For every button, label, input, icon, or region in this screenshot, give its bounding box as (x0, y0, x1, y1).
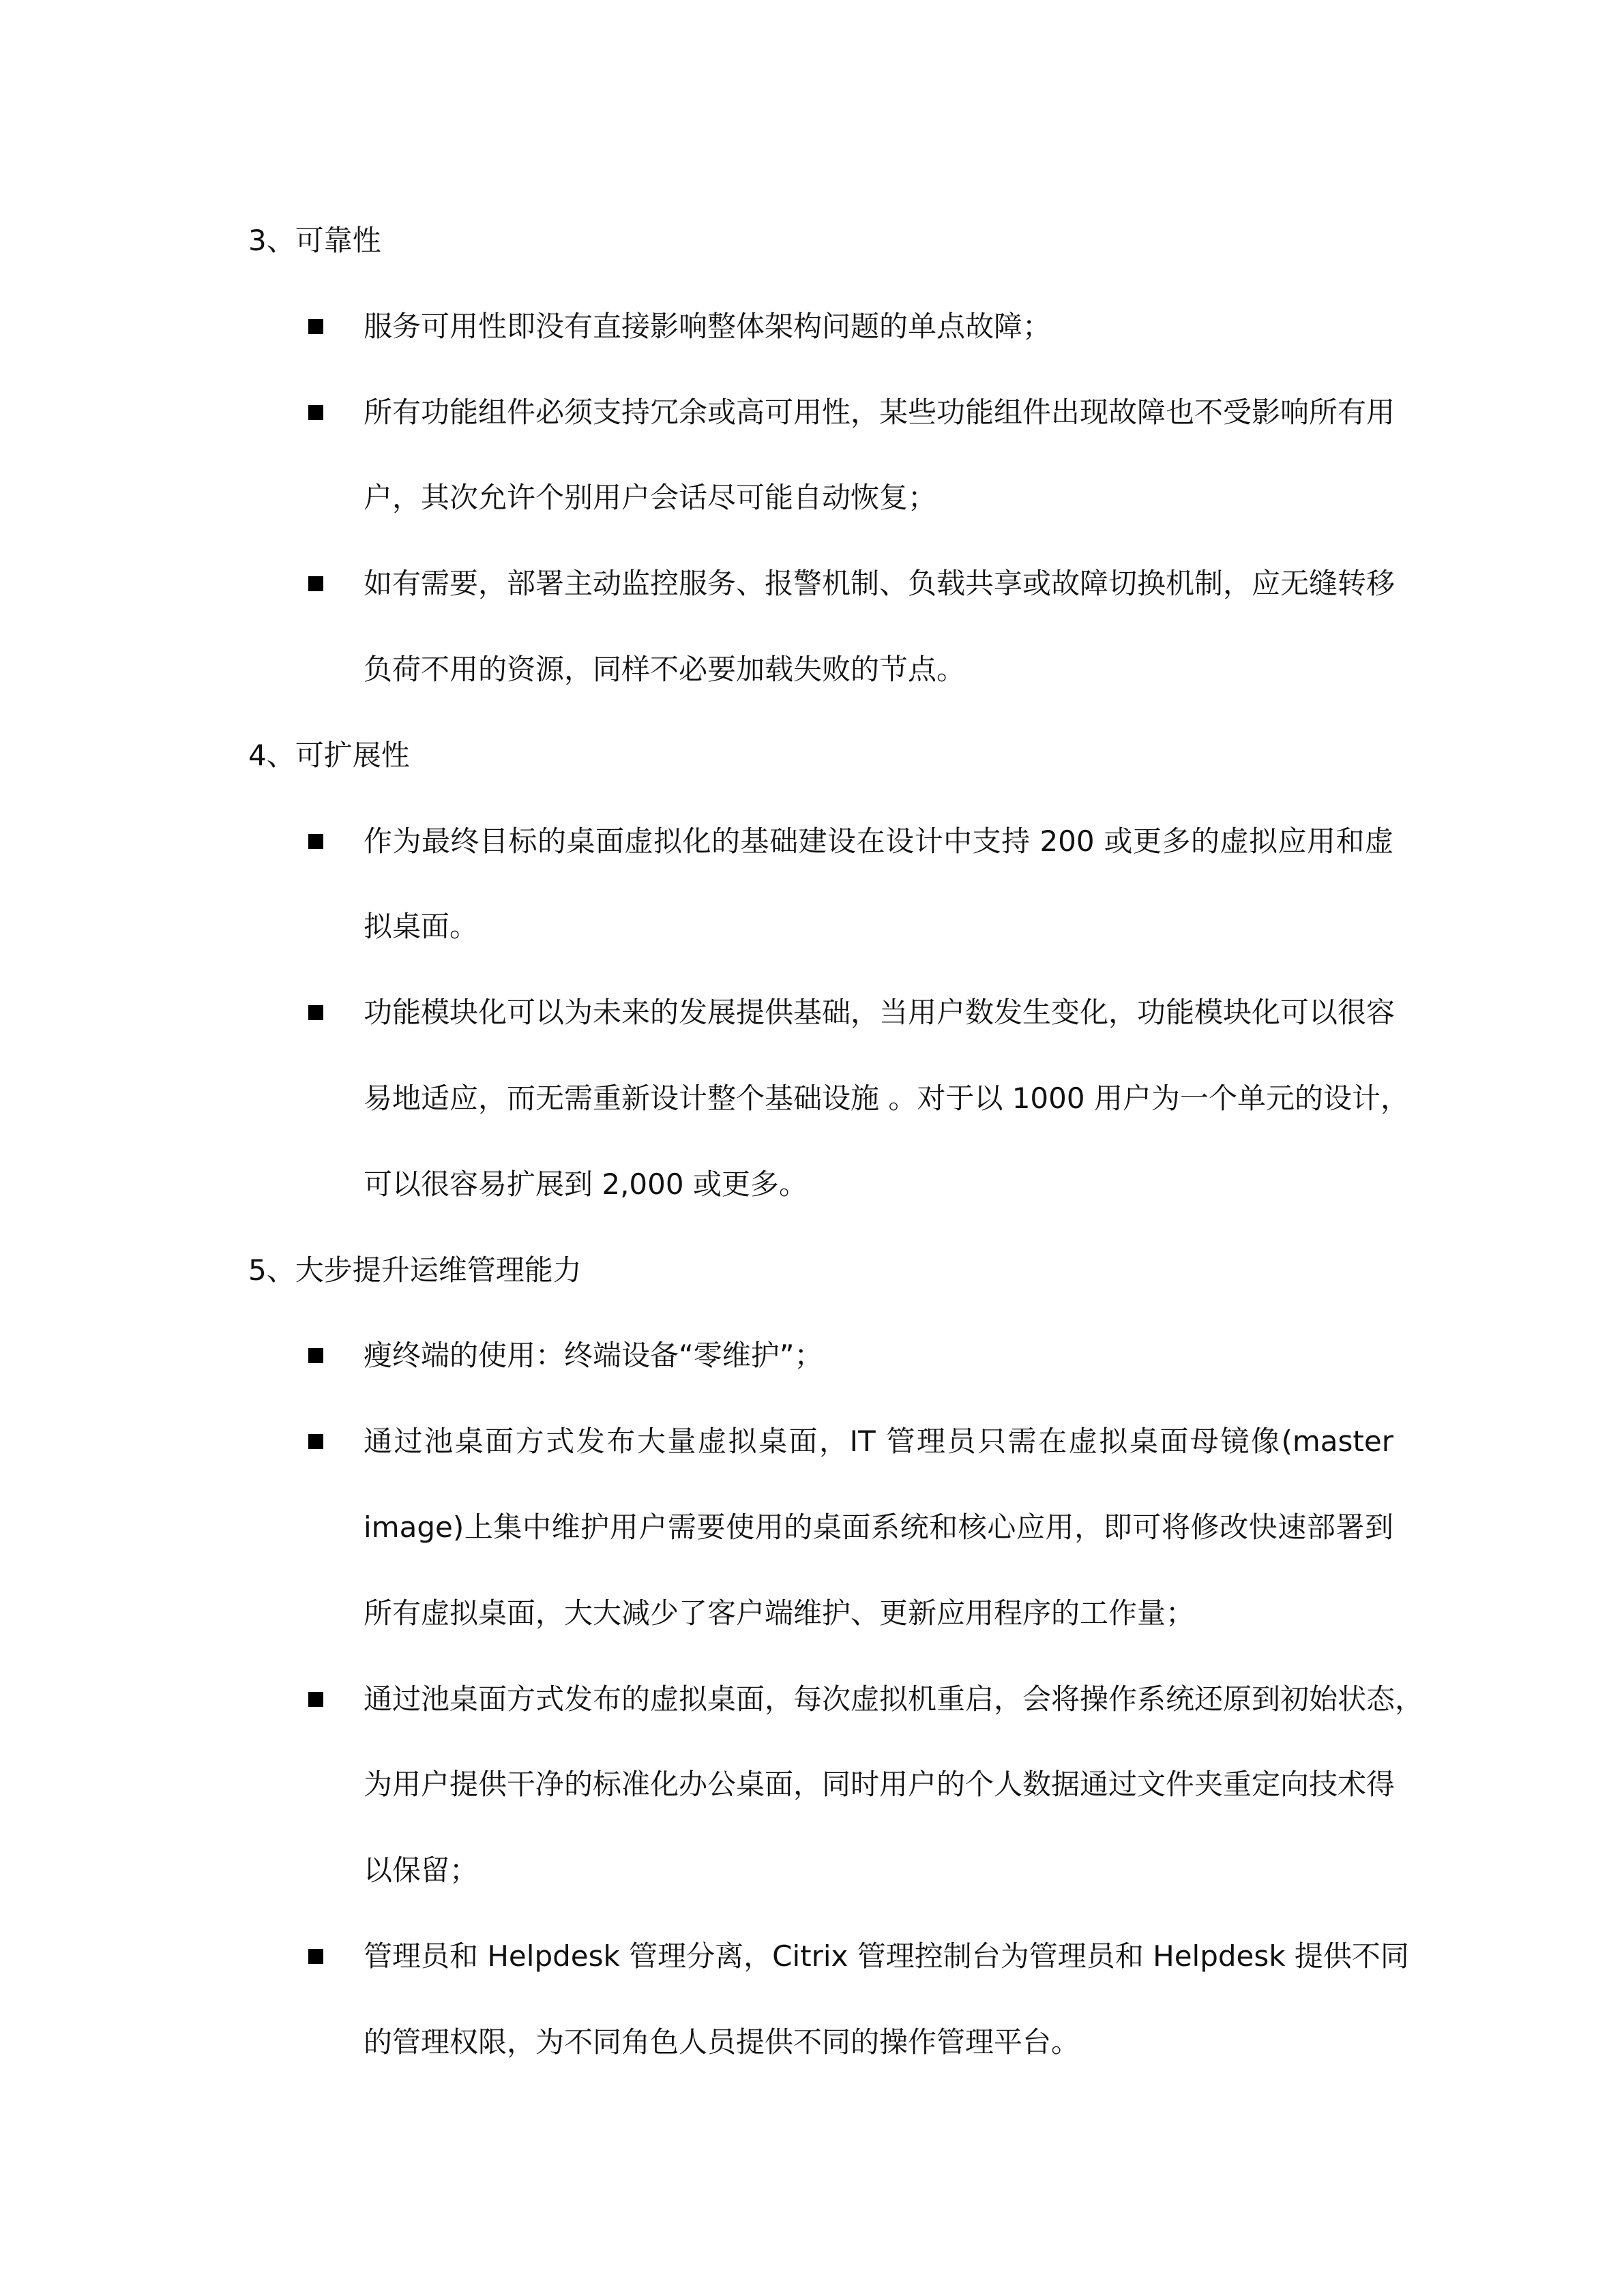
square-bullet-icon (308, 1434, 323, 1449)
square-bullet-icon (308, 405, 323, 420)
list-item-line: image)上集中维护用户需要使用的桌面系统和核心应用，即可将修改快速部署到 (364, 1510, 1393, 1544)
square-bullet-icon (308, 576, 323, 591)
list-item-line: 服务可用性即没有直接影响整体架构问题的单点故障； (364, 309, 1052, 343)
list-item-line: 的管理权限，为不同角色人员提供不同的操作管理平台。 (364, 2025, 1080, 2059)
list-item-line: 易地适应，而无需重新设计整个基础设施 。对于以 1000 用户为一个单元的设计， (364, 1082, 1409, 1115)
square-bullet-icon (308, 1348, 323, 1363)
list-item-line: 功能模块化可以为未来的发展提供基础，当用户数发生变化，功能模块化可以很容 (364, 996, 1396, 1030)
list-item-line: 管理员和 Helpdesk 管理分离，Citrix 管理控制台为管理员和 Helpdesk 提供不同 (364, 1939, 1409, 1973)
list-item-line: 所有功能组件必须支持冗余或高可用性，某些功能组件出现故障也不受影响所有用 (364, 395, 1396, 429)
square-bullet-icon (308, 1005, 323, 1020)
list-item-line: 户，其次允许个别用户会话尽可能自动恢复； (364, 481, 937, 515)
section-heading: 3、可靠性 (248, 224, 381, 257)
list-item-line: 负荷不用的资源，同样不必要加载失败的节点。 (364, 653, 966, 686)
square-bullet-icon (308, 1949, 323, 1964)
list-item-line: 可以很容易扩展到 2,000 或更多。 (364, 1167, 808, 1201)
list-item-line: 通过池桌面方式发布的虚拟桌面，每次虚拟机重启，会将操作系统还原到初始状态， (364, 1682, 1424, 1716)
list-item-line: 瘦终端的使用：终端设备“零维护”； (364, 1339, 823, 1373)
list-item-line: 所有虚拟桌面，大大减少了客户端维护、更新应用程序的工作量； (364, 1596, 1195, 1630)
square-bullet-icon (308, 1692, 323, 1707)
list-item-line: 拟桌面。 (364, 910, 479, 944)
section-heading: 4、可扩展性 (248, 738, 410, 772)
list-item-line: 如有需要，部署主动监控服务、报警机制、负载共享或故障切换机制，应无缝转移 (364, 567, 1396, 601)
list-item-line: 作为最终目标的桌面虚拟化的基础建设在设计中支持 200 或更多的虚拟应用和虚 (364, 824, 1393, 858)
square-bullet-icon (308, 834, 323, 849)
list-item-line: 通过池桌面方式发布大量虚拟桌面，IT 管理员只需在虚拟桌面母镜像(master (364, 1425, 1393, 1459)
square-bullet-icon (308, 319, 323, 334)
list-item-line: 为用户提供干净的标准化办公桌面，同时用户的个人数据通过文件夹重定向技术得 (364, 1768, 1396, 1802)
list-item-line: 以保留； (364, 1853, 479, 1888)
section-heading: 5、大步提升运维管理能力 (248, 1253, 582, 1287)
